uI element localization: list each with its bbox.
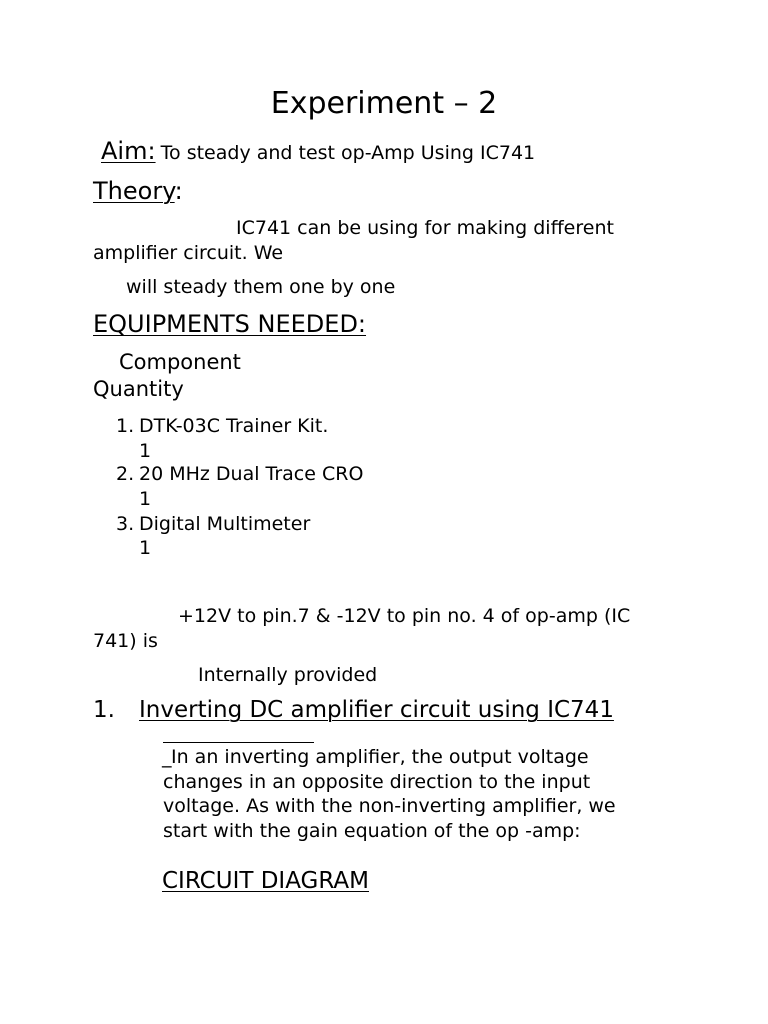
theory-heading — [93, 177, 183, 205]
theory-label: Theory — [93, 177, 175, 205]
theory-line-2: amplifier circuit. We — [93, 242, 284, 264]
aim-text: To steady and test op-Amp Using IC741 — [160, 142, 536, 164]
section-1-para-line-4: start with the gain equation of the op -amp: — [163, 820, 581, 842]
theory-line-3: will steady them one by one — [126, 276, 396, 298]
equipment-item-3-number: 3. — [116, 513, 135, 535]
theory-colon: : — [174, 177, 183, 205]
equipment-item-2-qty: 1 — [139, 488, 152, 510]
aim-label: Aim: — [101, 137, 156, 165]
equipments-heading: EQUIPMENTS NEEDED: — [93, 310, 367, 338]
equipment-item-3-qty: 1 — [139, 537, 152, 559]
equipment-item-2-name: 20 MHz Dual Trace CRO — [139, 463, 364, 485]
equipment-item-2-number: 2. — [116, 463, 135, 485]
equipment-item-3-name: Digital Multimeter — [139, 513, 311, 535]
column-component: Component — [119, 350, 241, 374]
circuit-diagram-heading: CIRCUIT DIAGRAM — [162, 868, 369, 894]
section-1-para-line-1: In an inverting amplifier, the output voltage — [171, 746, 589, 768]
section-1-para-line-3: voltage. As with the non-inverting amplifier, we — [163, 795, 616, 817]
page-title: Experiment – 2 — [270, 86, 498, 121]
supply-line-3: Internally provided — [198, 664, 378, 686]
supply-line-1: +12V to pin.7 & -12V to pin no. 4 of op-amp (IC — [178, 605, 631, 627]
section-1-para-line-2: changes in an opposite direction to the input — [163, 771, 591, 793]
section-1-lead-mark: _ — [162, 746, 172, 768]
equipment-item-1-qty: 1 — [139, 440, 152, 462]
section-1-heading: Inverting DC amplifier circuit using IC741 — [139, 697, 614, 723]
column-quantity: Quantity — [93, 377, 184, 401]
aim-line — [101, 137, 535, 165]
section-1-number: 1. — [93, 697, 115, 723]
theory-line-1: IC741 can be using for making different — [236, 217, 614, 239]
equipment-item-1-name: DTK-03C Trainer Kit. — [139, 415, 329, 437]
section-1-underline-rule — [163, 742, 314, 743]
supply-line-2: 741) is — [93, 630, 158, 652]
equipment-item-1-number: 1. — [116, 415, 135, 437]
